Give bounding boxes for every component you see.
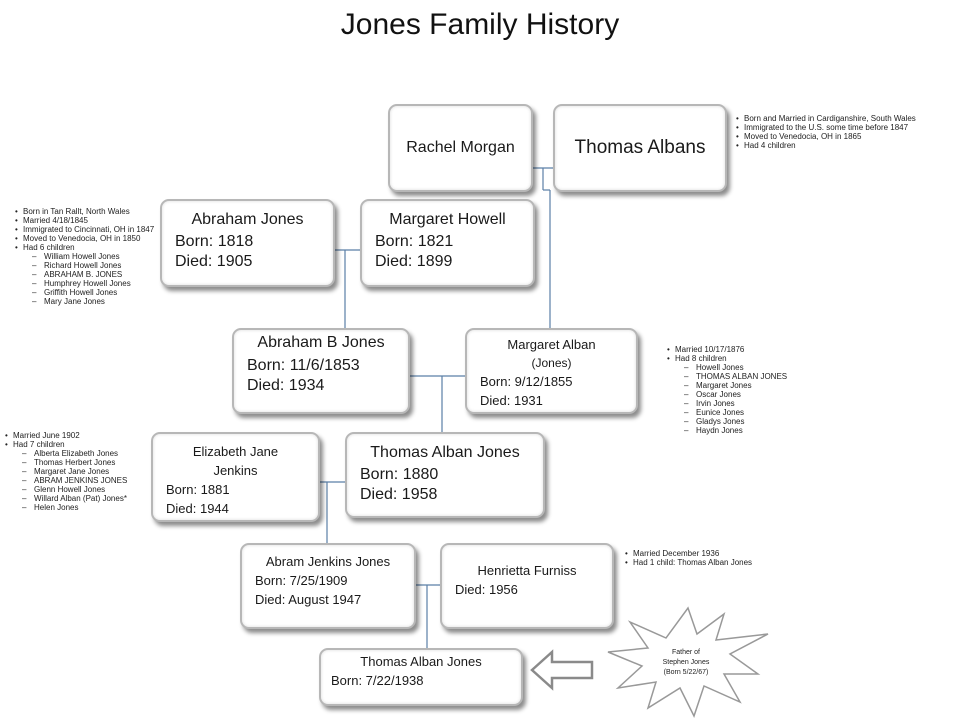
note-bullet: • Had 4 children: [735, 141, 957, 150]
child-item: – Eunice Jones: [675, 408, 816, 417]
note-bullet-text: Had 8 children: [675, 354, 727, 363]
child-item: – Willard Alban (Pat) Jones*: [13, 494, 149, 503]
note-bullet: • Immigrated to Cincinnati, OH in 1847: [14, 225, 156, 234]
person-born: Born: 9/12/1855: [480, 374, 573, 389]
children-list: [675, 363, 816, 435]
person-born: Born: 1821: [375, 233, 454, 250]
child-item: – Haydn Jones: [675, 426, 816, 435]
person-maiden-note: (Jones): [531, 356, 572, 370]
person-died: Died: 1899: [375, 253, 453, 270]
person-card-margaret-howell: [360, 199, 535, 287]
person-name: Abraham B Jones: [257, 334, 385, 351]
note-bullet: [666, 354, 816, 435]
person-name: Thomas Alban Jones: [370, 444, 520, 461]
notes-abram-jenkins-jones: [624, 549, 824, 567]
person-born: Born: 1881: [166, 482, 230, 497]
note-bullet: • Moved to Venedocia, OH in 1850: [14, 234, 156, 243]
notes-thomas-alban-jones-1880: [4, 431, 149, 512]
note-bullet: [4, 440, 149, 512]
note-bullet: • Married 10/17/1876: [666, 345, 816, 354]
person-card-abraham-jones: [160, 199, 335, 287]
person-card-rachel-morgan: [388, 104, 533, 192]
person-born: Born: 11/6/1853: [247, 357, 360, 374]
person-died: Died: 1956: [455, 582, 518, 597]
child-item: – Griffith Howell Jones: [23, 288, 156, 297]
person-name-continued: Jenkins: [213, 463, 258, 478]
person-card-thomas-albans: [553, 104, 727, 192]
person-card-thomas-alban-jones-1938: [319, 648, 523, 706]
person-born: Born: 1818: [175, 233, 254, 250]
person-name: Henrietta Furniss: [477, 563, 577, 578]
notes-thomas-albans: [735, 114, 957, 150]
note-bullet-text: Had 6 children: [23, 243, 75, 252]
child-item: – Thomas Herbert Jones: [13, 458, 149, 467]
child-item: – ABRAM JENKINS JONES: [13, 476, 149, 485]
note-bullet: • Had 1 child: Thomas Alban Jones: [624, 558, 824, 567]
person-card-henrietta-furniss: [440, 543, 614, 629]
person-name: Elizabeth Jane: [192, 444, 279, 459]
person-died: Died: 1958: [360, 486, 438, 503]
person-died: Died: 1931: [480, 393, 543, 408]
person-died: Died: 1944: [166, 501, 229, 516]
child-item: – Mary Jane Jones: [23, 297, 156, 306]
child-item: – Gladys Jones: [675, 417, 816, 426]
child-item: – ABRAHAM B. JONES: [23, 270, 156, 279]
note-bullet: • Married 4/18/1845: [14, 216, 156, 225]
person-name: Margaret Alban: [507, 337, 596, 352]
callout-text: [636, 648, 736, 678]
person-card-elizabeth-jenkins: [151, 432, 320, 522]
child-item: – Oscar Jones: [675, 390, 816, 399]
child-item: – Helen Jones: [13, 503, 149, 512]
callout-line: Father of: [671, 649, 700, 656]
person-name: Thomas Albans: [574, 137, 706, 158]
note-bullet: • Married June 1902: [4, 431, 149, 440]
notes-abraham-b-jones: [666, 345, 816, 435]
child-item: – Howell Jones: [675, 363, 816, 372]
person-born: Born: 7/22/1938: [331, 673, 424, 688]
person-born: Born: 7/25/1909: [255, 573, 348, 588]
child-item: – William Howell Jones: [23, 252, 156, 261]
note-bullet: • Born in Tan Rallt, North Wales: [14, 207, 156, 216]
child-item: – Irvin Jones: [675, 399, 816, 408]
page-title: Jones Family History: [340, 8, 620, 41]
person-name: Rachel Morgan: [406, 139, 515, 156]
person-card-thomas-alban-jones-1880: [345, 432, 545, 518]
note-bullet: • Moved to Venedocia, OH in 1865: [735, 132, 957, 141]
note-bullet-text: Had 7 children: [13, 440, 65, 449]
person-died: Died: 1905: [175, 253, 253, 270]
person-card-margaret-alban: [465, 328, 638, 414]
person-died: Died: August 1947: [255, 592, 362, 607]
callout-line: (Born 5/22/67): [663, 669, 709, 676]
note-bullet: • Immigrated to the U.S. some time before 1847: [735, 123, 957, 132]
child-item: – Margaret Jane Jones: [13, 467, 149, 476]
callout-line: Stephen Jones: [662, 659, 710, 666]
child-item: – Glenn Howell Jones: [13, 485, 149, 494]
person-name: Abraham Jones: [191, 211, 304, 228]
person-card-abraham-b-jones: [232, 328, 410, 414]
child-item: – Margaret Jones: [675, 381, 816, 390]
child-item: – Richard Howell Jones: [23, 261, 156, 270]
person-name: Margaret Howell: [389, 211, 506, 228]
person-name: Abram Jenkins Jones: [265, 554, 391, 569]
person-name: Thomas Alban Jones: [360, 654, 482, 669]
child-item: – Alberta Elizabeth Jones: [13, 449, 149, 458]
child-item: – THOMAS ALBAN JONES: [675, 372, 816, 381]
note-bullet: • Born and Married in Cardiganshire, South Wales: [735, 114, 957, 123]
notes-abraham-jones: [14, 207, 156, 306]
person-card-abram-jenkins-jones: [240, 543, 416, 629]
children-list: [13, 449, 149, 512]
note-bullet: • Married December 1936: [624, 549, 824, 558]
children-list: [23, 252, 156, 306]
left-arrow-icon: [528, 648, 596, 692]
child-item: – Humphrey Howell Jones: [23, 279, 156, 288]
person-died: Died: 1934: [247, 377, 325, 394]
note-bullet: [14, 243, 156, 306]
person-born: Born: 1880: [360, 466, 439, 483]
